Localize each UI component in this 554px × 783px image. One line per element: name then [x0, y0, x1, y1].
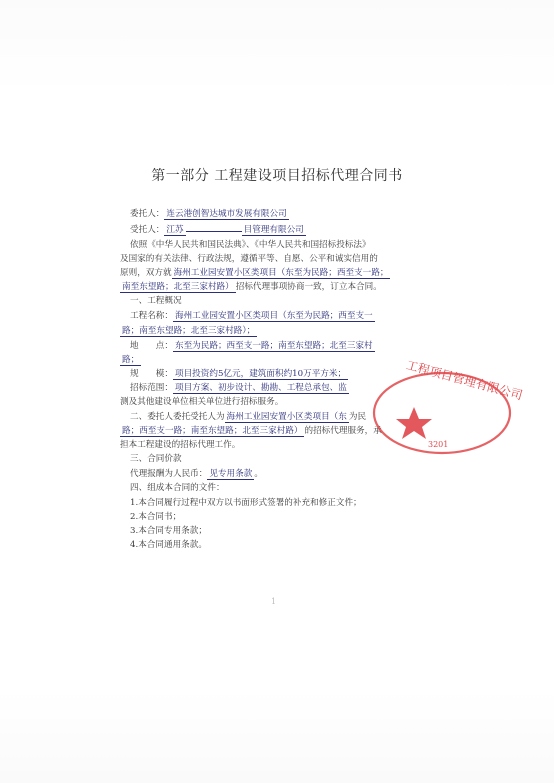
document-line-s1d — [120, 353, 450, 367]
svg-text:工程项目管理有限公司: 工程项目管理有限公司 — [404, 357, 525, 403]
line-text: 三、合同价款 — [130, 454, 182, 464]
line-text: 工程名称： — [130, 311, 173, 321]
document-line-s1a — [130, 309, 460, 323]
document-line-s1g — [120, 395, 450, 409]
document-title: 第一部分 工程建设项目招标代理合同书 — [151, 168, 403, 184]
document-line-s4b — [130, 510, 460, 524]
handwritten-field: 海州工业园安置小区类项目（东至为民路；西至支一 — [174, 311, 373, 321]
line-text: 二、委托人委托受托人为 — [130, 412, 225, 422]
document-line-s1f — [130, 381, 460, 395]
line-text: 依照《中华人民共和国民法典》、《中华人民共和国招标投标法》 — [130, 240, 371, 250]
line-text-tail: 。 — [254, 469, 263, 479]
line-text-tail: 招标代理事项协商一致，订立本合同。 — [235, 282, 382, 292]
svg-text:3201: 3201 — [428, 440, 449, 449]
document-line-entrust-a — [130, 207, 460, 221]
document-line-s1 — [130, 294, 460, 308]
document-line-p1d — [120, 280, 450, 294]
line-text: 规 模： — [130, 369, 173, 379]
handwritten-field: 项目方案、初步设计、勘勘、工程总承包、监 — [174, 383, 347, 393]
document-line-s4a — [130, 496, 460, 510]
handwritten-field: 路；西至支一路；南至东望路；北至三家村路） — [122, 426, 303, 436]
document-line-s1c — [130, 339, 460, 353]
document-line-s1e — [130, 367, 460, 381]
page-mark: 1 — [271, 597, 277, 606]
document-line-s4d — [130, 538, 460, 552]
document-line-s2c — [120, 438, 450, 452]
document-line-s4 — [130, 481, 460, 495]
line-text: 代理报酬为人民币： — [130, 469, 208, 479]
document-line-s2b — [120, 424, 450, 438]
handwritten-field: 南至东望路；北至三家村路） — [122, 282, 234, 292]
handwritten-field: 项目投资约5亿元，建筑面积约10万平方米； — [174, 369, 347, 379]
document-line-s4c — [130, 524, 460, 538]
handwritten-field: 连云港创智达城市发展有限公司 — [166, 209, 287, 219]
line-text: 地 点： — [130, 341, 173, 351]
handwritten-field: 目管理有限公司 — [243, 225, 304, 235]
line-text-tail: 的招标代理服务，承 — [304, 426, 382, 436]
line-text: 一、工程概况 — [130, 296, 182, 306]
handwritten-field: 东至为民路；西至支一路；南至东望路；北至三家村 — [174, 341, 373, 351]
handwritten-field: 海州工业园安置小区类项目（东至为民路；西至支一路； — [173, 268, 389, 278]
line-text: 四、组成本合同的文件： — [130, 483, 225, 493]
line-text: 1.本合同履行过程中双方以书面形式签署的补充和修正文件； — [130, 498, 362, 508]
document-line-s3a — [130, 467, 460, 481]
document-line-entrust-b — [130, 223, 460, 237]
document-line-p1c — [120, 266, 450, 280]
document-line-s1b — [120, 324, 450, 338]
document-line-s2 — [130, 410, 460, 424]
redacted-gap — [186, 231, 242, 232]
handwritten-field: 见专用条款 — [209, 469, 253, 479]
document-line-s3 — [130, 452, 460, 466]
line-text: 及国家的有关法律、行政法规，遵循平等、自愿、公平和诚实信用的 — [120, 254, 378, 264]
handwritten-field: 路；南至东望路；北至三家村路）； — [122, 326, 256, 336]
line-text: 2.本合同书； — [130, 512, 182, 522]
line-text-tail: 为民 — [348, 412, 367, 422]
line-text: 测及其他建设单位相关单位进行招标服务。 — [120, 397, 284, 407]
line-text: 受托人： — [130, 225, 165, 235]
document-line-p1b — [120, 252, 450, 266]
line-text: 招标范围： — [130, 383, 173, 393]
line-text: 4.本合同通用条款。 — [130, 540, 207, 550]
line-text: 委托人： — [130, 209, 165, 219]
handwritten-field: 路； — [122, 355, 140, 365]
line-text: 原则，双方就 — [120, 268, 172, 278]
line-text: 担本工程建设的招标代理工作。 — [120, 440, 241, 450]
handwritten-field: 江苏 — [166, 225, 184, 235]
document-line-p1 — [130, 238, 460, 252]
line-text: 3.本合同专用条款； — [130, 526, 207, 536]
handwritten-field: 海州工业园安置小区类项目（东 — [226, 412, 347, 422]
